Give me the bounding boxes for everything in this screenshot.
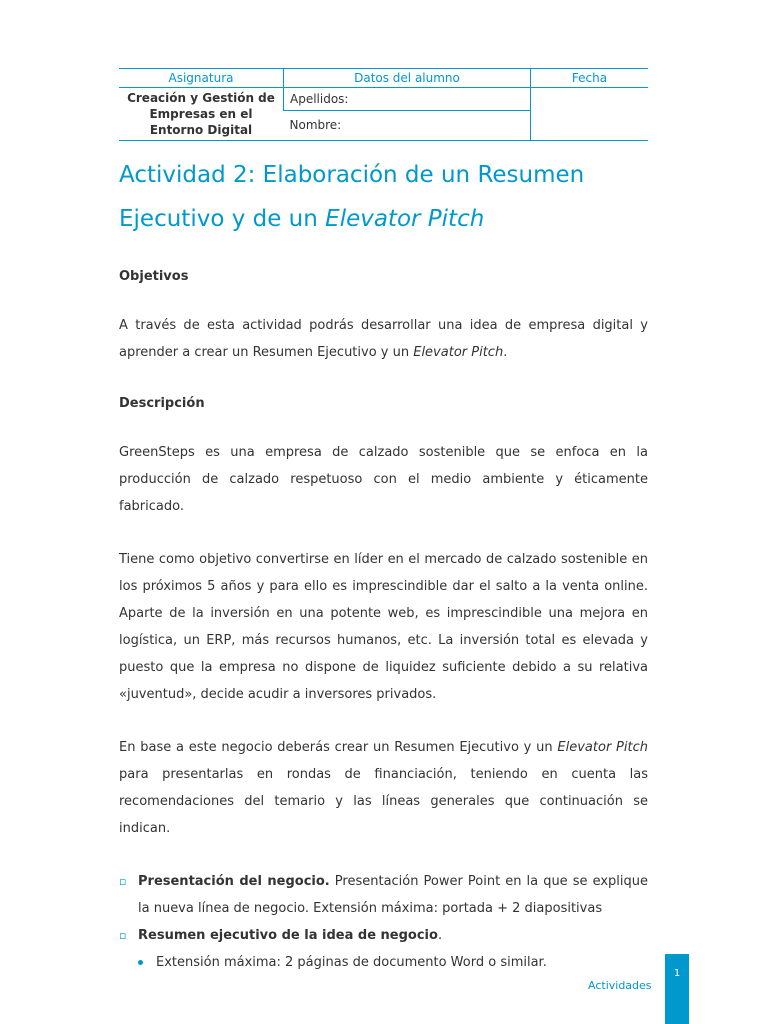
bullet-dot-icon xyxy=(138,960,143,965)
list-item xyxy=(119,922,648,949)
objetivos-text-end: . xyxy=(503,345,508,360)
list-item xyxy=(119,868,648,922)
bullet-square-icon: ▫ xyxy=(119,929,127,942)
name-field[interactable]: Nombre: xyxy=(284,110,531,140)
bullet-bold-text: Presentación del negocio. xyxy=(138,874,330,889)
objetivos-text-italic: Elevator Pitch xyxy=(413,345,504,360)
paragraph-3-main: En base a este negocio deberás crear un Resumen Ejecutivo y un xyxy=(119,740,558,755)
paragraph-3-end: para presentarlas en rondas de financiación, teniendo en cuenta las recomendaciones del temario y las líneas generales que continuación se indican. xyxy=(119,767,648,836)
objetivos-text xyxy=(119,312,648,366)
bullet-bold-text: Resumen ejecutivo de la idea de negocio xyxy=(138,928,438,943)
document-page xyxy=(119,68,648,976)
page-number-tab xyxy=(665,954,689,1024)
col-date-header: Fecha xyxy=(531,69,649,88)
sub-list-item xyxy=(119,949,648,976)
bullet-text: Presentación Power Point en la que se explique la nueva línea de negocio. Extensión máxima: portada + 2 diapositivas xyxy=(138,874,648,916)
col-subject-header: Asignatura xyxy=(119,69,284,88)
descripcion-paragraph-2: Tiene como objetivo convertirse en líder en el mercado de calzado sostenible en los próximos 5 años y para ello es imprescindible dar el salto a la venta online. Aparte de la inversión en una potente web, es imprescindible una mejora en logística, un ERP, más recursos humanos, etc. La inversión total es elevada y puesto que la empresa no dispone de liquidez suficiente debido a su relativa «juventud», decide acudir a inversores privados. xyxy=(119,552,648,702)
page-title xyxy=(119,153,648,241)
date-field[interactable] xyxy=(531,88,649,141)
descripcion-paragraph-3 xyxy=(119,734,648,842)
header-table xyxy=(119,68,648,141)
paragraph-3-italic: Elevator Pitch xyxy=(557,740,648,755)
objetivos-heading: Objetivos xyxy=(119,269,189,284)
title-italic: Elevator Pitch xyxy=(325,206,485,232)
title-main: Actividad 2: Elaboración de un Resumen Ejecutivo y de un xyxy=(119,162,585,232)
descripcion-paragraph-1: GreenSteps es una empresa de calzado sostenible que se enfoca en la producción de calzado respetuoso con el medio ambiente y éticamente fabricado. xyxy=(119,445,648,514)
subject-cell: Creación y Gestión de Empresas en el Entorno Digital xyxy=(119,88,284,141)
descripcion-heading: Descripción xyxy=(119,396,205,411)
page-number: 1 xyxy=(673,968,681,979)
surname-field[interactable]: Apellidos: xyxy=(284,88,531,111)
deliverables-list xyxy=(119,868,648,949)
objetivos-text-main: A través de esta actividad podrás desarrollar una idea de empresa digital y aprender a crear un Resumen Ejecutivo y un xyxy=(119,318,648,360)
bullet-text: . xyxy=(437,928,443,943)
footer-label: Actividades xyxy=(588,979,652,992)
col-student-header: Datos del alumno xyxy=(284,69,531,88)
sub-bullet-text: Extensión máxima: 2 páginas de documento Word o similar. xyxy=(156,955,547,970)
sub-list xyxy=(119,949,648,976)
bullet-square-icon: ▫ xyxy=(119,875,127,888)
